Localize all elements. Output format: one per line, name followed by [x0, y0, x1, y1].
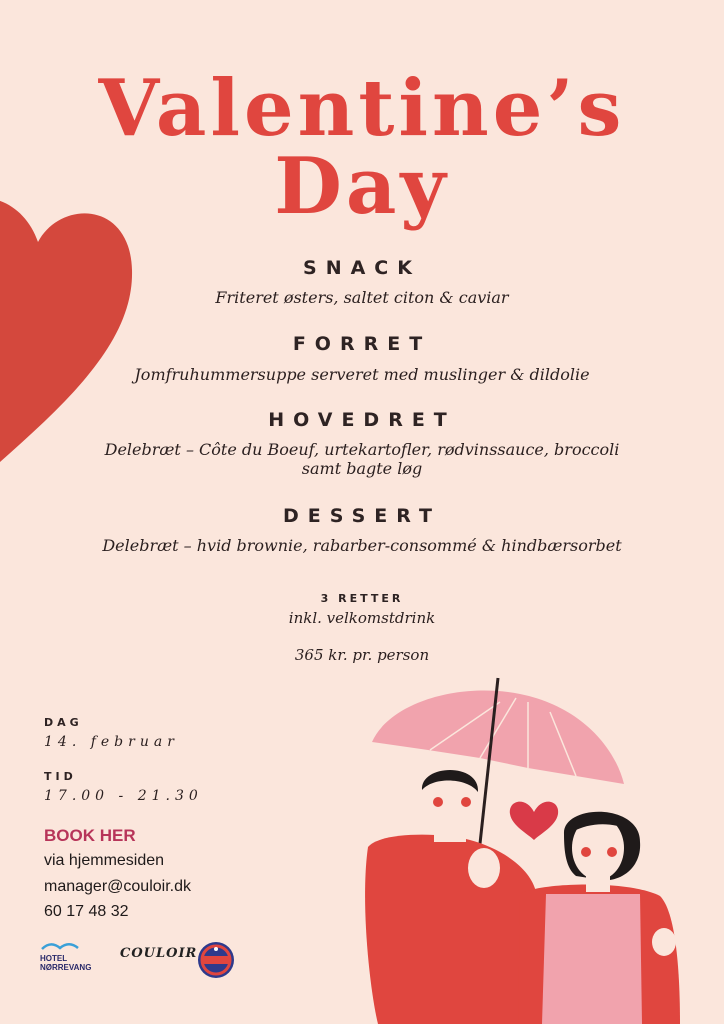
course-description-hovedret-line2: samt bagte løg	[301, 459, 423, 478]
time-label: TID	[44, 770, 77, 783]
course-heading-dessert: DESSERT	[283, 505, 441, 527]
hotel-logo-line2: NØRREVANG	[40, 963, 92, 972]
course-heading-hovedret: HOVEDRET	[268, 409, 456, 431]
booking-via: via hjemmesiden	[44, 852, 165, 869]
page-title-line2: Day	[274, 141, 450, 232]
offer-price: 365 kr. pr. person	[294, 646, 430, 664]
hotel-logo-line1: HOTEL	[40, 954, 68, 963]
course-description-snack: Friteret østers, saltet citon & caviar	[215, 288, 509, 307]
date-value: 14. februar	[44, 734, 179, 750]
offer-includes: inkl. velkomstdrink	[288, 609, 436, 627]
restaurant-badge-icon	[194, 940, 238, 980]
couloir-logo: COULOIR	[120, 946, 198, 961]
course-heading-forret: FORRET	[292, 333, 432, 355]
date-label: DAG	[44, 716, 83, 729]
offer-courses: 3 RETTER	[320, 592, 404, 605]
course-description-forret: Jomfruhummersuppe serveret med muslinger & dildolie	[134, 365, 590, 384]
course-heading-snack: SNACK	[303, 257, 421, 279]
time-value: 17.00 - 21.30	[44, 788, 203, 804]
wave-icon	[40, 942, 80, 952]
booking-title: BOOK HER	[44, 826, 136, 845]
course-description-hovedret-line1: Delebræt – Côte du Boeuf, urtekartofler, rødvinssauce, broccoli	[104, 440, 620, 459]
hotel-norrevang-logo	[40, 942, 112, 972]
booking-phone[interactable]: 60 17 48 32	[44, 903, 129, 920]
course-description-dessert: Delebræt – hvid brownie, rabarber-consommé & hindbærsorbet	[102, 536, 622, 555]
couple-umbrella-illustration	[350, 672, 710, 1024]
page-title-line1: Valentine’s	[98, 63, 626, 154]
booking-email[interactable]: manager@couloir.dk	[44, 878, 191, 895]
